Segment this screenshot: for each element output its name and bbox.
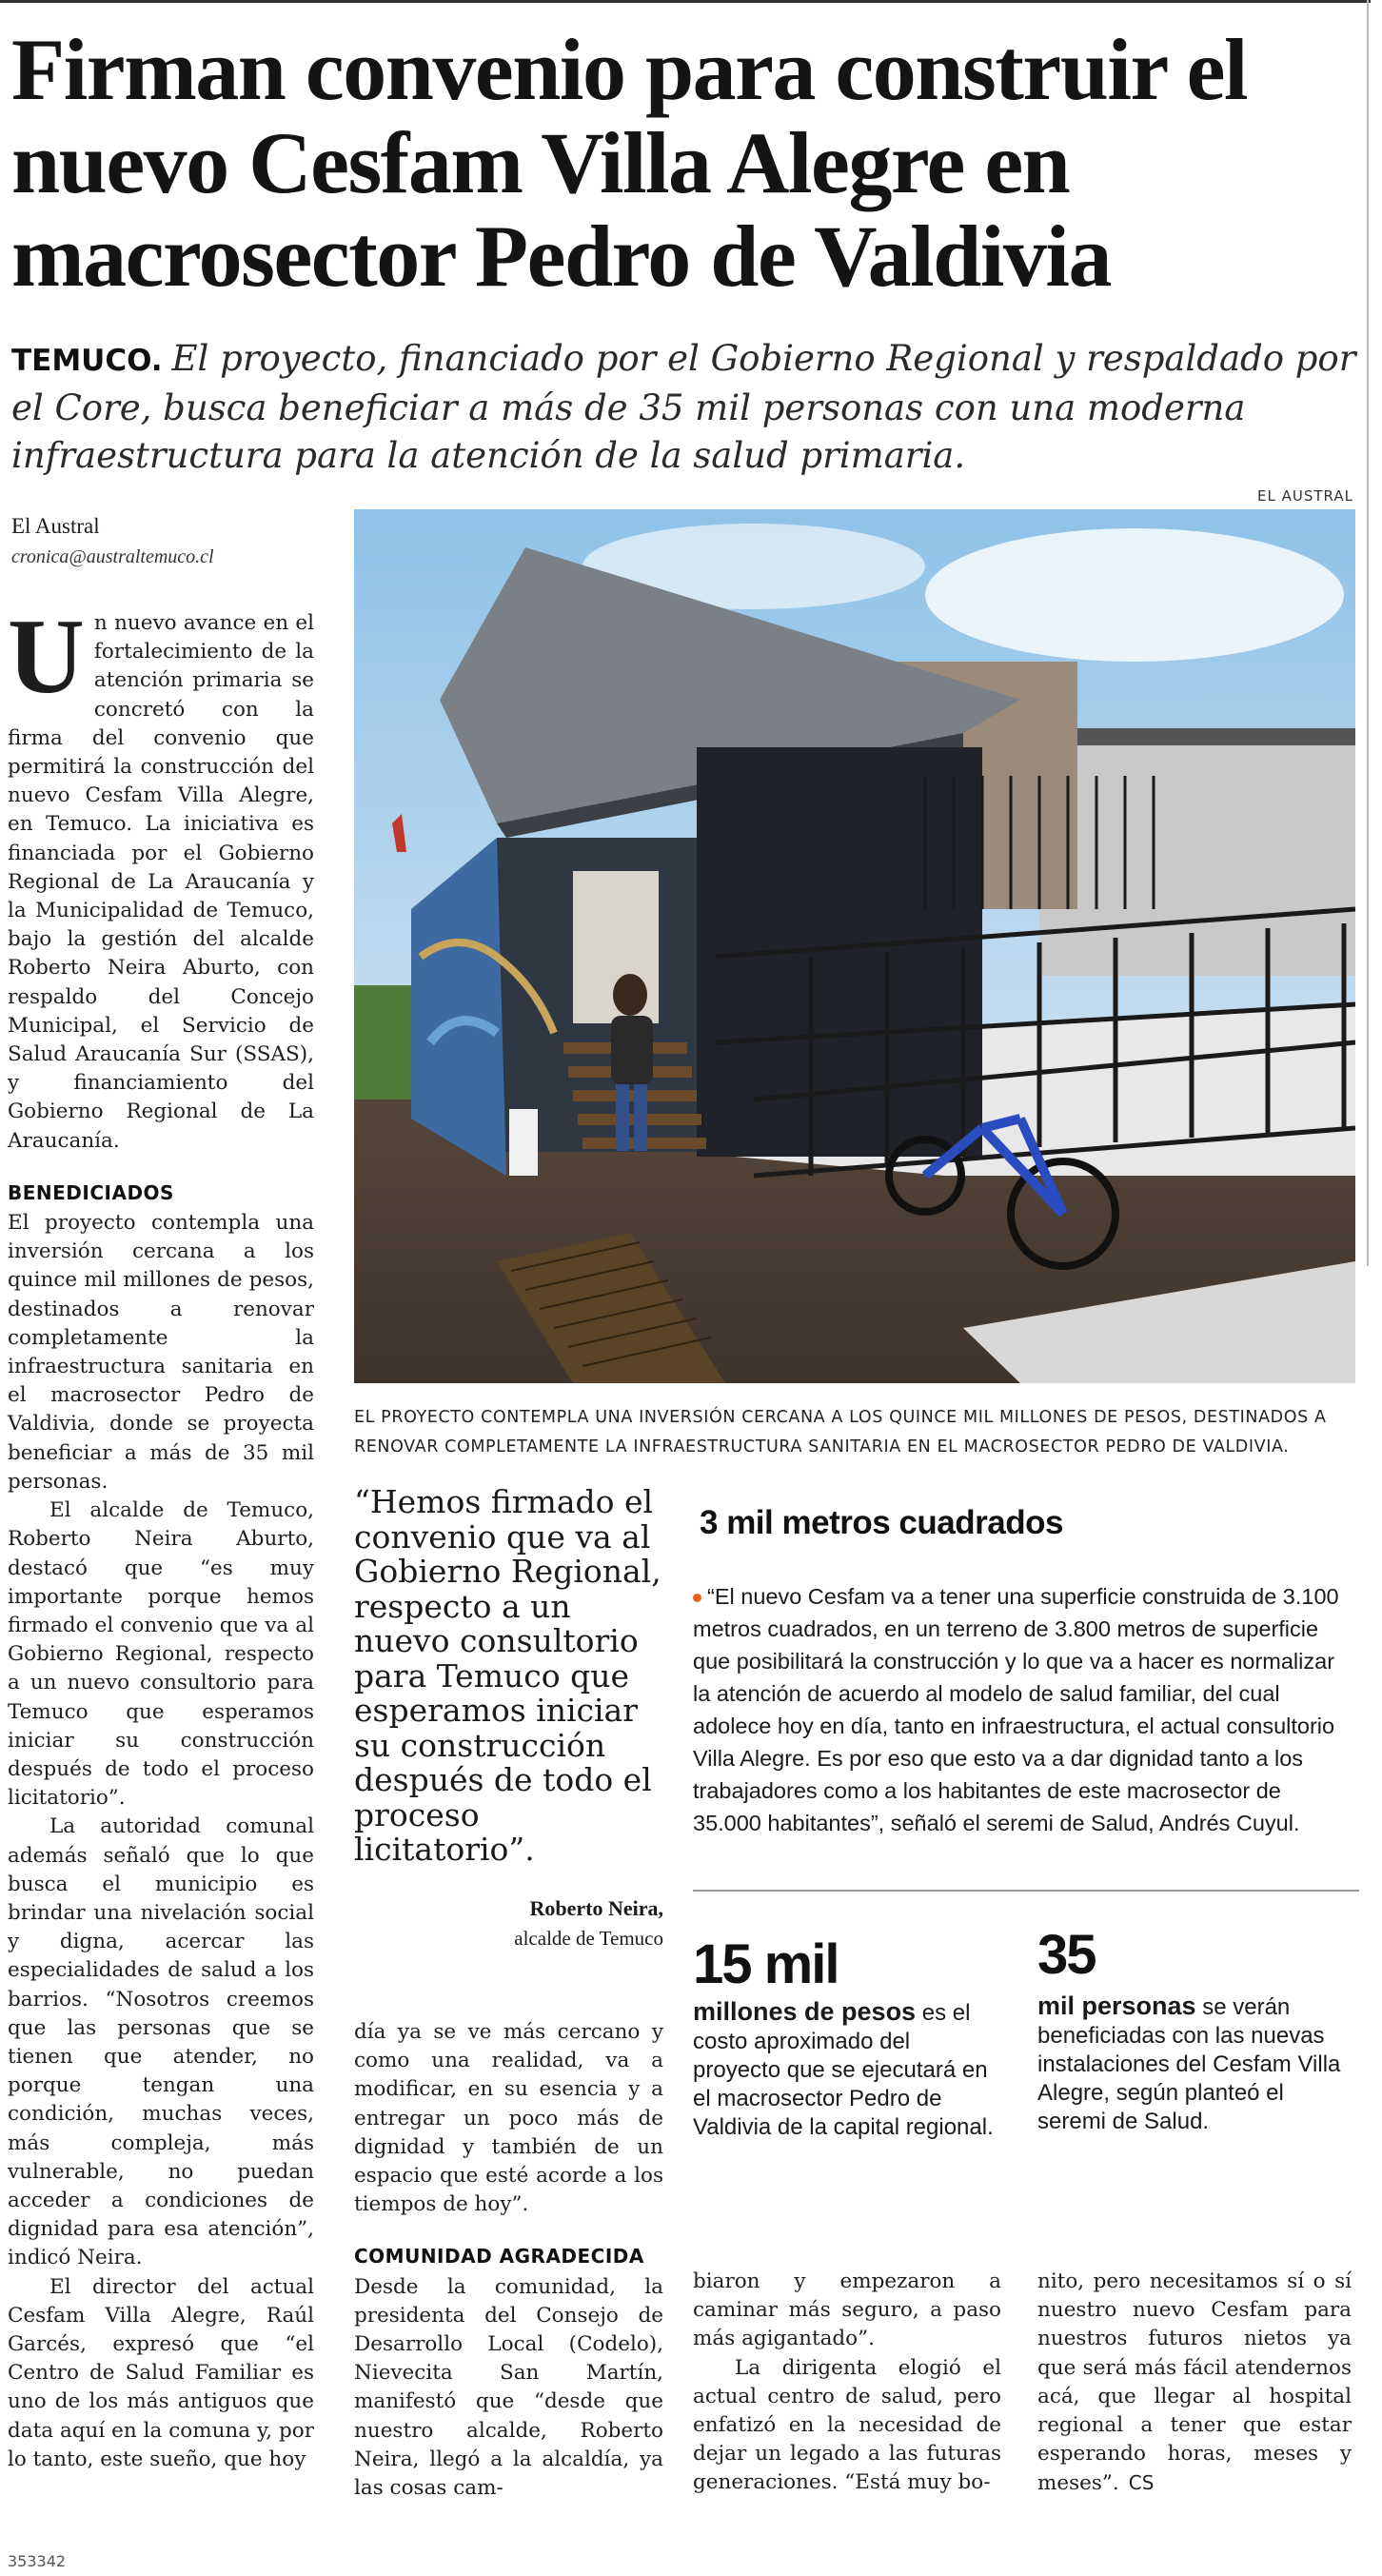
quote-attribution-name: Roberto Neira, <box>529 1896 663 1920</box>
byline-email: cronica@australtemuco.cl <box>11 546 214 567</box>
paragraph: El proyecto contempla una inversión cercana a los quince mil millones de pesos, destinados a renovar completamente la infraestructura sanitaria en el macrosector Pedro de Valdivia, donde se proyecta beneficiar a más de 35 mil personas. <box>8 1211 314 1494</box>
end-mark: CS <box>1128 2471 1155 2495</box>
photo-credit: EL AUSTRAL <box>1257 487 1353 505</box>
headline: Firman convenio para construir el nuevo Cesfam Villa Alegre en macrosector Pedro de Valdivia <box>11 21 1248 305</box>
top-rule <box>0 0 1371 3</box>
paragraph: Desde la comunidad, la presidenta del Consejo de Desarrollo Local (Codelo), Nievecita San Martín, manifestó que “desde que nuestro alcalde, Roberto Neira, llegó a la alcaldía, ya las cosas cam- <box>354 2274 663 2501</box>
quote-attribution-role: alcalde de Temuco <box>514 1927 663 1950</box>
column-2 <box>354 2018 663 2503</box>
lede <box>11 335 1363 480</box>
paragraph: día ya se ve más cercano y como una realidad, va a modificar, en su esencia y a entregar un poco más de dignidad y también de un espacio que esté acorde a los tiempos de hoy”. <box>354 2020 663 2217</box>
right-rule <box>1367 0 1369 1266</box>
lede-text: El proyecto, financiado por el Gobierno Regional y respaldado por el Core, busca beneficiar a más de 35 mil personas con una moderna infraestructura para la atención de la salud primaria. <box>11 338 1356 476</box>
pull-quote: “Hemos firmado el convenio que va al Gobierno Regional, respecto a un nuevo consultorio para Temuco que esperamos iniciar su construcción después de todo el proceso licitatorio”. <box>354 1483 661 1868</box>
dateline-place: TEMUCO. <box>11 344 163 378</box>
subhead-benediciados: BENEDICIADOS <box>8 1180 174 1204</box>
article-photo <box>354 509 1355 1383</box>
clipping-id: 353342 <box>8 2552 67 2570</box>
paragraph: El alcalde de Temuco, Roberto Neira Aburto, destacó que “es muy importante porque hemos firmado el convenio que va al Gobierno Regional, respecto a un nuevo consultorio para Temuco que esperamos iniciar su construcción después de todo el proceso licitatorio”. <box>8 1498 314 1811</box>
stat-big-number: 15 mil <box>693 1933 839 1995</box>
box-divider <box>693 1890 1359 1892</box>
paragraph: El director del actual Cesfam Villa Alegre, Raúl Garcés, expresó que “el Centro de Salud Familiar es uno de los más antiguos que data aquí en la comuna y, por lo tanto, este sueño, que hoy <box>8 2274 314 2471</box>
paragraph: La dirigenta elogió el actual centro de salud, pero enfatizó en la necesidad de dejar un legado a las futuras generaciones. “Está muy bo- <box>693 2355 1001 2495</box>
byline-name: El Austral <box>11 514 100 538</box>
column-4 <box>1037 2268 1352 2499</box>
stat-description: millones de pesos es el costo aproximado del proyecto que se ejecutará en el macrosector Pedro de Valdivia de la capital regional. <box>693 1997 994 2140</box>
stat-description: mil personas se verán beneficiadas con las nuevas instalaciones del Cesfam Villa Alegre, según planteó el seremi de Salud. <box>1037 1991 1341 2134</box>
paragraph: biaron y empezaron a caminar más seguro, a paso más agigantado”. <box>693 2269 1001 2351</box>
paragraph: nito, pero necesitamos sí o sí nuestro nuevo Cesfam para nuestros futuros nietos ya que será más fácil atendernos acá, que llegar al hospital regional a tener que estar esperando horas, meses y meses”. CS <box>1037 2269 1352 2496</box>
photo-caption: EL PROYECTO CONTEMPLA UNA INVERSIÓN CERCANA A LOS QUINCE MIL MILLONES DE PESOS, DESTINADOS A RENOVAR COMPLETAMENTE LA INFRAESTRUCTURA SANITARIA EN EL MACROSECTOR PEDRO DE VALDIVIA. <box>354 1408 1327 1456</box>
column-1 <box>8 598 314 2474</box>
bullet-icon <box>693 1594 701 1602</box>
paragraph-intro: Un nuevo avance en el fortalecimiento de la atención primaria se concretó con la firma del convenio que permitirá la construcción del nuevo Cesfam Villa Alegre, en Temuco. La iniciativa es financiada por el Gobierno Regional de La Araucanía y la Municipalidad de Temuco, bajo la gestión del alcalde Roberto Neira Aburto, con respaldo del Concejo Municipal, el Servicio de Salud Araucanía Sur (SSAS), y financiamiento del Gobierno Regional de La Araucanía. <box>8 598 314 1153</box>
stat-big-number: 35 <box>1037 1924 1096 1986</box>
drop-cap: U <box>8 598 85 716</box>
subhead-comunidad: COMUNIDAD AGRADECIDA <box>354 2245 644 2269</box>
box-title: 3 mil metros cuadrados <box>700 1504 1063 1541</box>
box-text: “El nuevo Cesfam va a tener una superficie construida de 3.100 metros cuadrados, en un terreno de 3.800 metros de superficie que posibilitará la construcción y lo que va a hacer es normalizar la atención de acuerdo al modelo de salud familiar, del cual adolece hoy en día, tanto en infraestructura, el actual consultorio Villa Alegre. Es por eso que esto va a dar dignidad tanto a los trabajadores como a los habitantes de este macrosector de 35.000 habitantes”, señaló el seremi de Salud, Andrés Cuyul. <box>693 1584 1339 1835</box>
paragraph: La autoridad comunal además señaló que lo que busca el municipio es brindar una nivelación social y digna, acercar las especialidades de salud a los barrios. “Nosotros creemos que las personas que se tienen que atender, no porque tengan una condición, muchas veces, más compleja, más vulnerable, no puedan acceder a condiciones de dignidad para esa atención”, indicó Neira. <box>8 1814 314 2270</box>
column-3 <box>693 2268 1001 2498</box>
